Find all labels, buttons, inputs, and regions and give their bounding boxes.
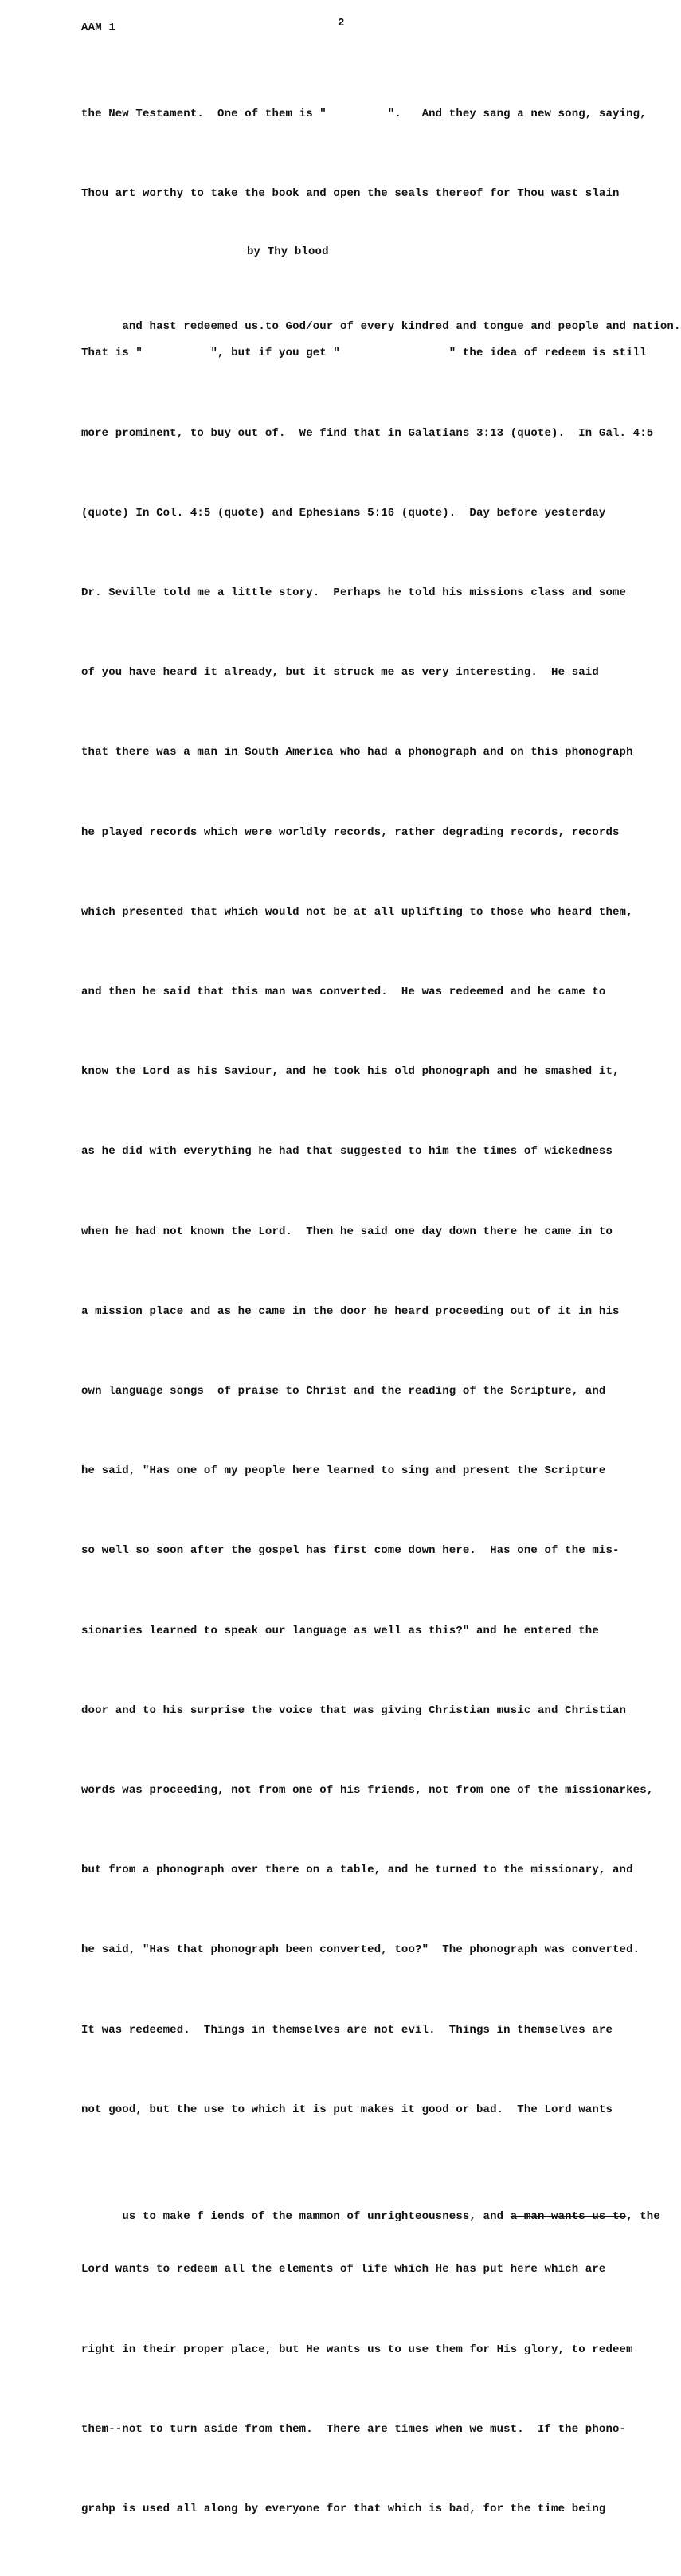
text-line: It was redeemed. Things in themselves are not evil. Things in themselves are [81, 2023, 613, 2037]
text-line: he said, "Has one of my people here learned to sing and present the Scripture [81, 1464, 606, 1478]
text-line: grahp is used all along by everyone for that which is bad, for the time being [81, 2502, 606, 2515]
text-line: (quote) In Col. 4:5 (quote) and Ephesians 5:16 (quote). Day before yesterday [81, 506, 606, 520]
text-line: and then he said that this man was converted. He was redeemed and he came to [81, 986, 606, 999]
text-before-strikethrough: us to make f iends of the mammon of unrighteousness, and [122, 2209, 511, 2223]
text-after-strikethrough: , the [626, 2209, 660, 2223]
text-line: own language songs of praise to Christ and the reading of the Scripture, and [81, 1385, 606, 1398]
text-line-with-insert [81, 245, 681, 334]
text-line: know the Lord as his Saviour, and he took his old phonograph and he smashed it, [81, 1065, 620, 1079]
text-line: the New Testament. One of them is " ". And they sang a new song, saying, [81, 107, 647, 120]
text-line: which presented that which would not be at all uplifting to those who heard them, [81, 905, 633, 919]
text-line: of you have heard it already, but it struck me as very interesting. He said [81, 666, 599, 680]
text-line: words was proceeding, not from one of his friends, not from one of the missionarkes, [81, 1784, 654, 1798]
text-line: he said, "Has that phonograph been converted, too?" The phonograph was converted. [81, 1943, 640, 1957]
page-number: 2 [338, 17, 345, 29]
text-line: door and to his surprise the voice that was giving Christian music and Christian [81, 1704, 627, 1717]
text-line-with-strikethrough [81, 2177, 660, 2223]
text-line: them--not to turn aside from them. There are times when we must. If the phono- [81, 2422, 627, 2436]
text-line: as he did with everything he had that suggested to him the times of wickedness [81, 1145, 613, 1159]
text-line: That is " ", but if you get " " the idea of redeem is still [81, 347, 647, 360]
handwritten-style-insert: by Thy blood [247, 245, 329, 259]
text-line: Lord wants to redeem all the elements of life which He has put here which are [81, 2263, 606, 2276]
text-line: so well so soon after the gospel has first come down here. Has one of the mis- [81, 1544, 620, 1558]
text-line: not good, but the use to which it is put makes it good or bad. The Lord wants [81, 2103, 613, 2116]
text-line: a mission place and as he came in the door he heard proceeding out of it in his [81, 1304, 620, 1318]
text-line: that there was a man in South America who had a phonograph and on this phonograph [81, 746, 633, 759]
text-line-content: and hast redeemed us.to God/our of every kindred and tongue and people and nation. [122, 320, 681, 334]
struck-through-text: a man wants us to [510, 2209, 627, 2223]
text-line: sionaries learned to speak our language as well as this?" and he entered the [81, 1624, 599, 1637]
text-line: he played records which were worldly records, rather degrading records, records [81, 825, 620, 839]
text-line: more prominent, to buy out of. We find that in Galatians 3:13 (quote). In Gal. 4:5 [81, 426, 654, 440]
text-line: but from a phonograph over there on a table, and he turned to the missionary, and [81, 1864, 633, 1877]
body-text [81, 48, 681, 2576]
text-line: right in their proper place, but He wants us to use them for His glory, to redeem [81, 2343, 633, 2356]
text-line: when he had not known the Lord. Then he said one day down there he came in to [81, 1225, 613, 1238]
document-id: AAM 1 [81, 22, 116, 34]
text-line: Dr. Seville told me a little story. Perhaps he told his missions class and some [81, 586, 627, 600]
text-line: Thou art worthy to take the book and open the seals thereof for Thou wast slain [81, 187, 620, 201]
